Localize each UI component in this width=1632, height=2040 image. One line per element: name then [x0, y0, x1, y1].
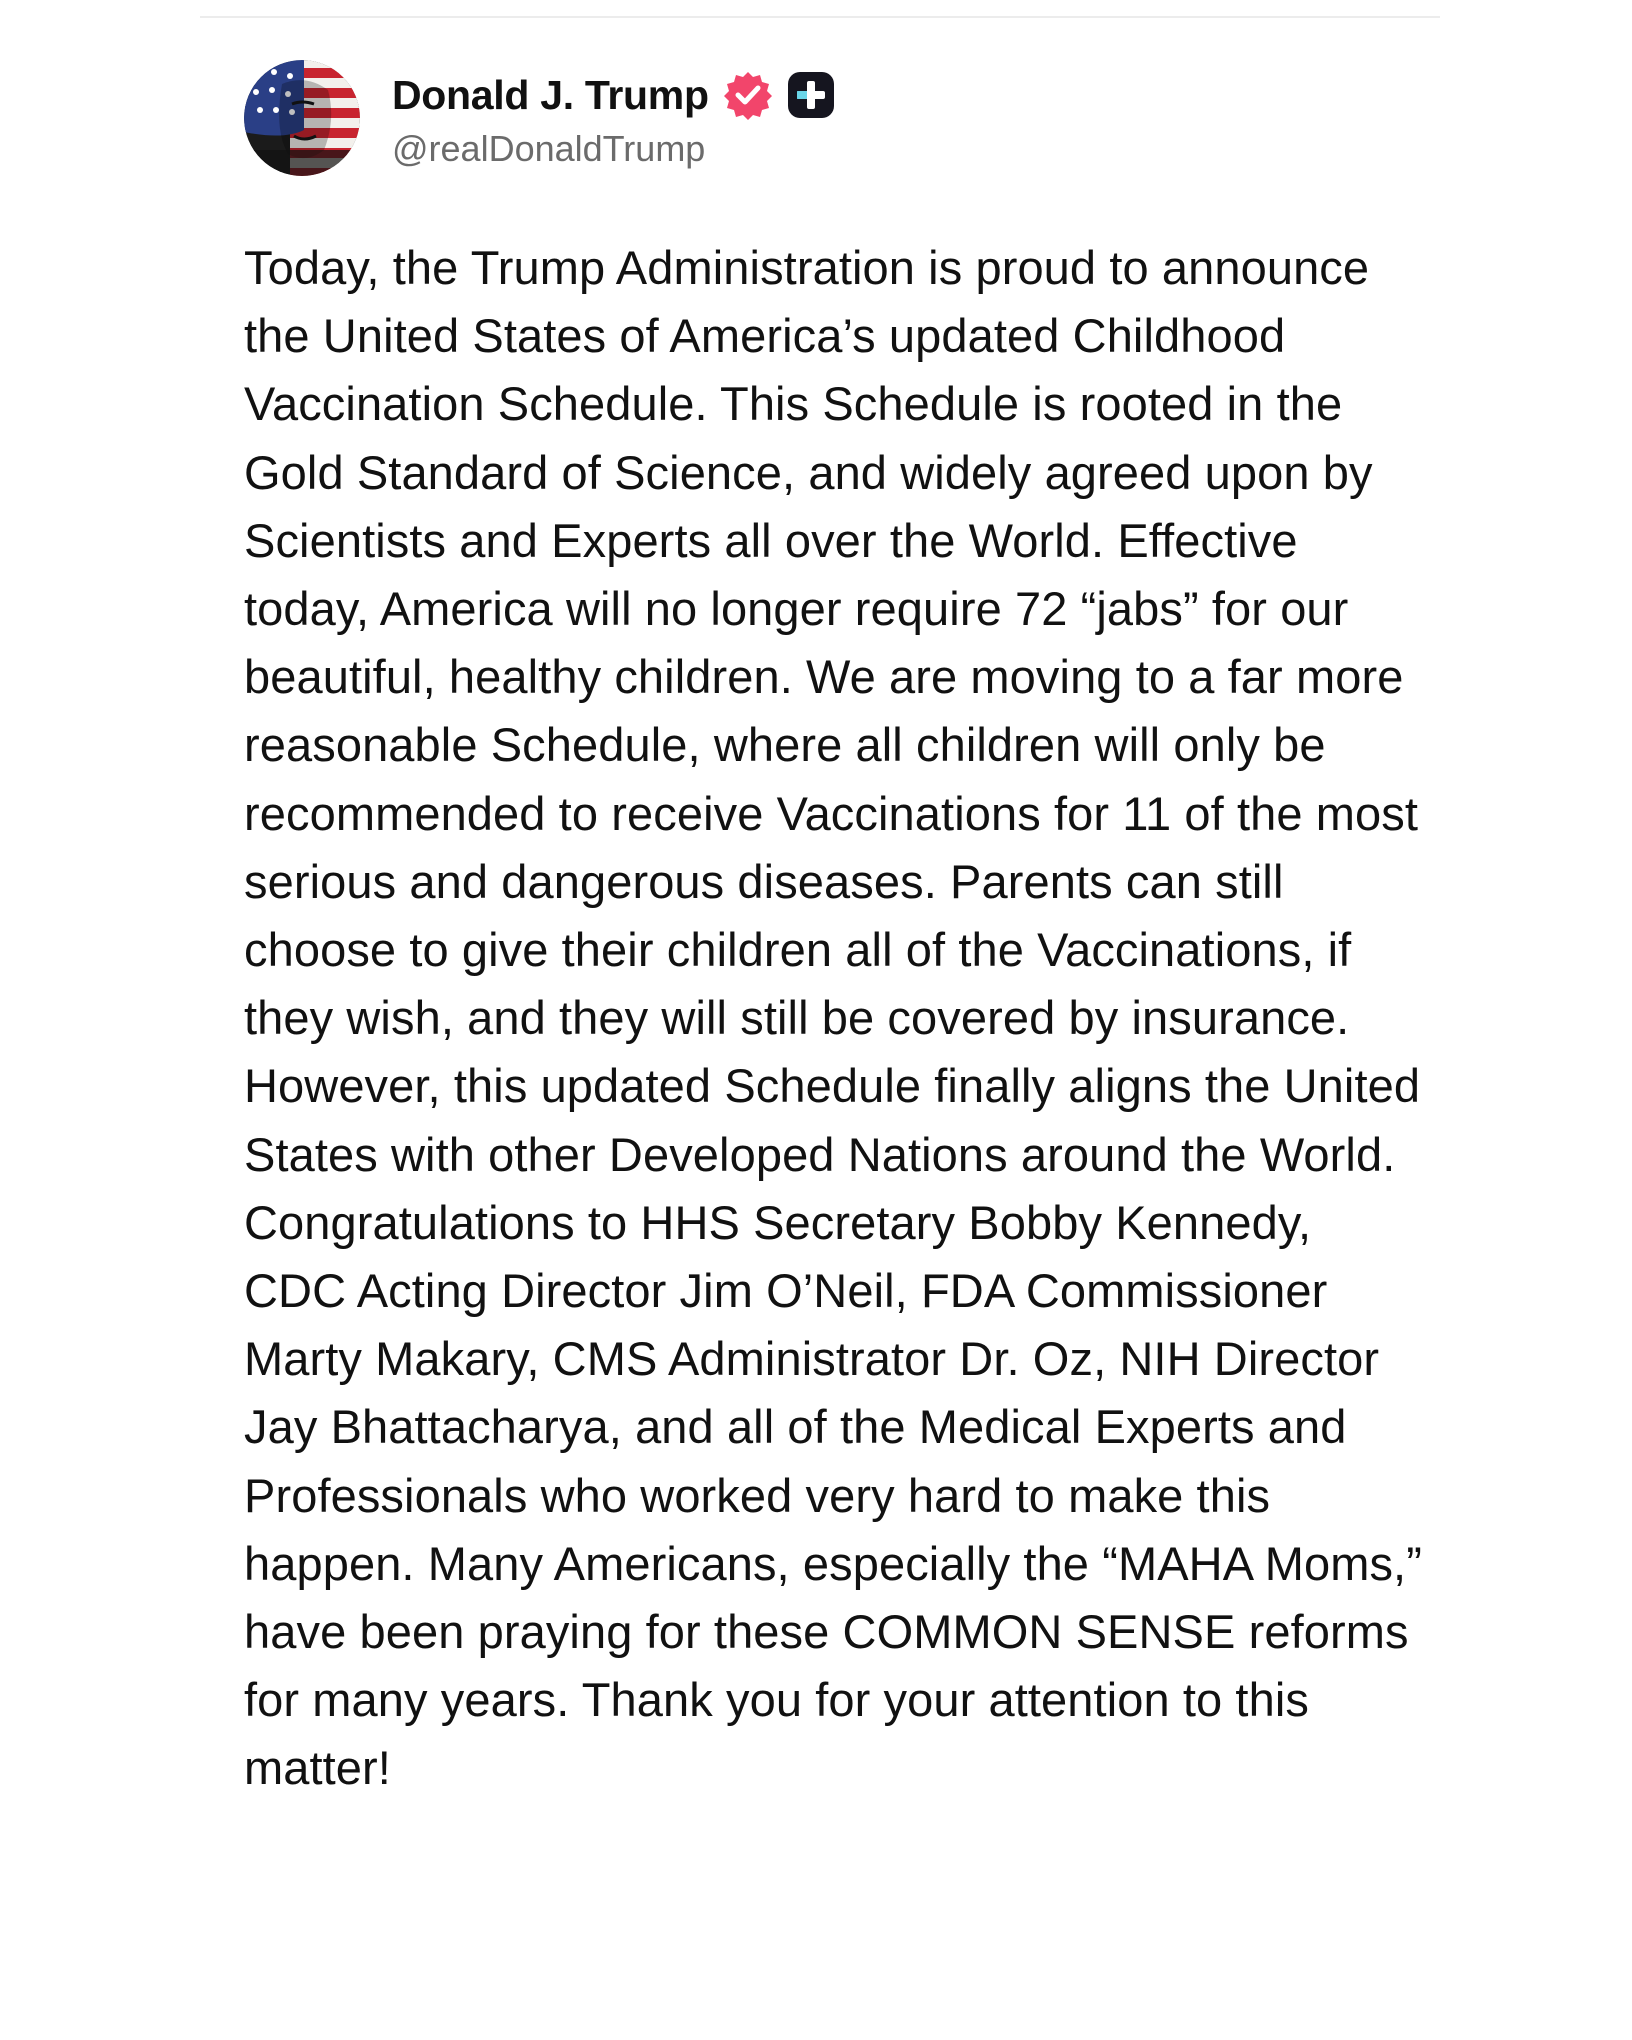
- avatar-image: [244, 60, 360, 176]
- top-divider: [200, 16, 1440, 18]
- post-header: [244, 58, 1424, 178]
- truth-plus-icon: [787, 71, 835, 119]
- post-body-text: Today, the Trump Administration is proud to announce the United States of America’s updated Childhood Vaccination Schedule. This Schedule is rooted in the Gold Standard of Science, and widely agreed upon by Scientists and Experts all over the World. Effective today, America will no longer require 72 “jabs” for our beautiful, healthy children. We are moving to a far more reasonable Schedule, where all children will only be recommended to receive Vaccinations for 11 of the most serious and dangerous diseases. Parents can still choose to give their children all of the Vaccinations, if they wish, and they will still be covered by insurance. However, this updated Schedule finally aligns the United States with other Developed Nations around the World. Congratulations to HHS Secretary Bobby Kennedy, CDC Acting Director Jim O’Neil, FDA Commissioner Marty Makary, CMS Administrator Dr. Oz, NIH Director Jay Bhattacharya, and all of the Medical Experts and Professionals who worked very hard to make this happen. Many Americans, especially the “MAHA Moms,” have been praying for these COMMON SENSE reforms for many years. Thank you for your attention to this matter!: [244, 241, 1422, 1795]
- verified-badge-icon: [723, 70, 773, 120]
- post-card: [244, 58, 1424, 1803]
- author-handle[interactable]: @realDonaldTrump: [392, 128, 706, 169]
- author-display-name[interactable]: Donald J. Trump: [392, 71, 709, 118]
- author-identity: [392, 66, 835, 170]
- avatar[interactable]: [244, 60, 360, 176]
- name-row: [392, 66, 835, 124]
